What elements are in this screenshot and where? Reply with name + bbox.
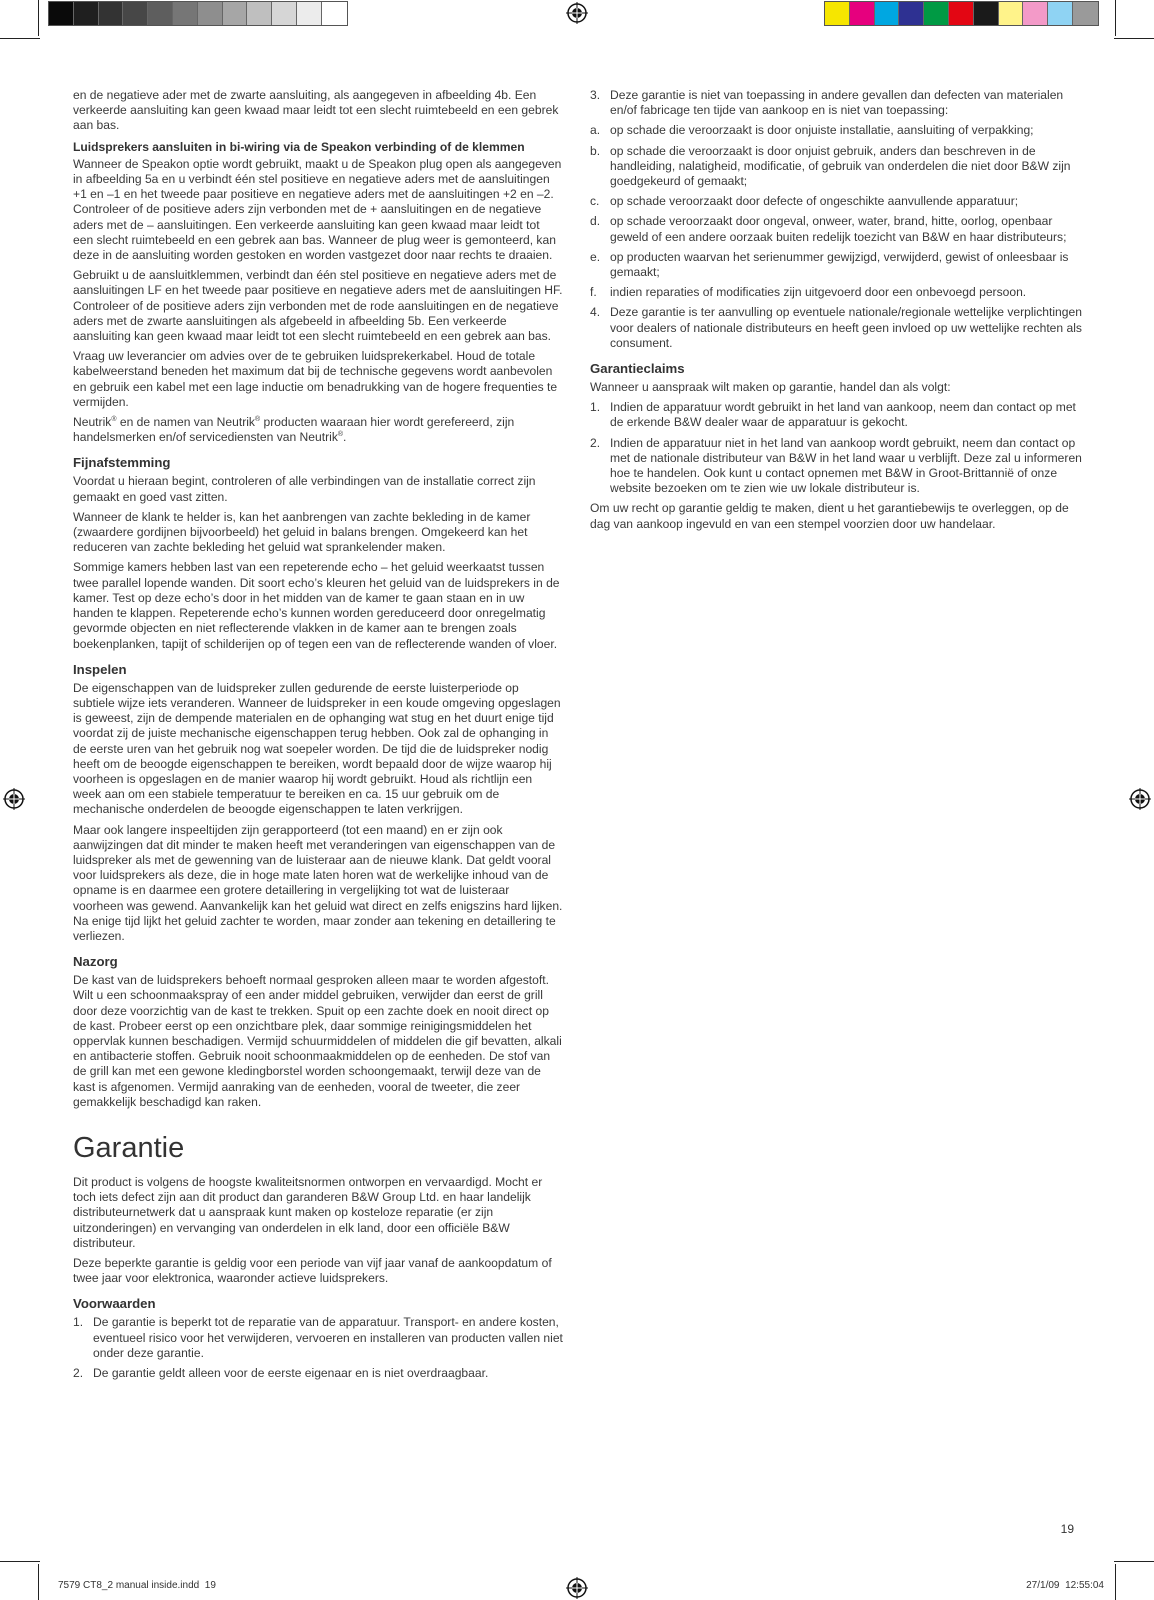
crop-mark (1115, 0, 1116, 36)
crop-mark (1114, 38, 1154, 39)
paragraph: Om uw recht op garantie geldig te maken, dient u het garantiebewijs te overleggen, op de dag van aankoop ingevuld en van een stempel voorzien door uw handelaar. (590, 501, 1069, 531)
list-item: 1. De garantie is beperkt tot de reparatie van de apparatuur. Transport- en andere kosten, eventueel risico voor het verwijderen, vervoeren en installeren van producten vallen niet onder deze garantie. (73, 1315, 563, 1360)
color-swatch (123, 2, 148, 25)
list-item: 1. Indien de apparatuur wordt gebruikt in het land van aankoop, neem dan contact op met de erkende B&W dealer waar de apparatuur is gekocht. (590, 400, 1076, 430)
color-swatch (173, 2, 198, 25)
color-swatch (1023, 2, 1048, 25)
list-item: a. op schade die veroorzaakt is door onjuiste installatie, aansluiting of verpakking; (590, 123, 1034, 138)
process-color-bar (824, 1, 1099, 26)
color-swatch (99, 2, 124, 25)
color-swatch (974, 2, 999, 25)
paragraph: Wanneer u aanspraak wilt maken op garantie, handel dan als volgt: (590, 380, 951, 395)
section-heading-voorwaarden: Voorwaarden (73, 1296, 156, 1312)
section-heading-garantieclaims: Garantieclaims (590, 361, 685, 377)
paragraph: Wanneer de klank te helder is, kan het aanbrengen van zachte bekleding in de kamer (zwaardere gordijnen bijvoorbeeld) het geluid in balans brengen. Omgekeerd kan het reduceren van zachte bekleding het geluid wat sprankelender maken. (73, 509, 531, 555)
crop-mark (38, 0, 39, 36)
color-swatch (875, 2, 900, 25)
registration-mark-icon (3, 788, 25, 810)
section-heading-biwiring: Luidsprekers aansluiten in bi-wiring via de Speakon verbinding of de klemmen (73, 139, 525, 154)
color-swatch (297, 2, 322, 25)
paragraph: Maar ook langere inspeeltijden zijn gerapporteerd (tot een maand) en er zijn ook aanwijzingen dat dit minder te maken heeft met veranderingen van eigenschappen van de luidspreker als met de gewenning van de luisteraar aan de nieuwe klank. Dat geldt vooral voor luidsprekers als deze, die in hoge mate laten horen wat de werkelijke inhoud van de opname is en daarmee een grotere detaillering in vergelijking tot wat de luisteraar voorheen was gewend. Aanvankelijk kan het geluid wat direct en zelfs enigszins hard lijken. Na enige tijd lijkt het geluid zachter te worden, maar zonder aan tekening en detaillering te verliezen. (73, 822, 563, 943)
paragraph: Voordat u hieraan begint, controleren of alle verbindingen van de installatie correct zijn gemaakt en goed vast zitten. (73, 474, 536, 504)
section-heading-inspelen: Inspelen (73, 661, 127, 677)
list-item: 2. Indien de apparatuur niet in het land van aankoop wordt gebruikt, neem dan contact op met de nationale distributeur van B&W in het land waar u verblijft. Deze zal u informeren hoe te handelen. Ook kunt u contact opnemen met B&W in Groot-Brittannië of onze website bezoeken om te zien wie uw lokale distributeur is. (590, 435, 1082, 496)
color-swatch (49, 2, 74, 25)
list-item: 4. Deze garantie is ter aanvulling op eventuele nationale/regionale wettelijke verplichtingen voor dealers of nationale distributeurs en heeft geen invloed op uw wettelijke rechten als consument. (590, 305, 1082, 350)
color-swatch (1048, 2, 1073, 25)
color-swatch (825, 2, 850, 25)
list-item: b. op schade die veroorzaakt is door onjuist gebruik, anders dan beschreven in de handleiding, nalatigheid, modificatie, of gebruik van onderdelen die niet door B&W zijn goedgekeurd of gemaakt; (590, 143, 1071, 189)
page-number: 19 (1060, 1522, 1074, 1536)
color-swatch (148, 2, 173, 25)
section-heading-nazorg: Nazorg (73, 954, 118, 970)
list-item: 2. De garantie geldt alleen voor de eerste eigenaar en is niet overdraagbaar. (73, 1366, 489, 1381)
color-swatch (272, 2, 297, 25)
color-swatch (899, 2, 924, 25)
color-swatch (74, 2, 99, 25)
slug-timestamp (1026, 1580, 1104, 1591)
section-heading-fijnafstemming: Fijnafstemming (73, 455, 171, 471)
list-item: e. op producten waarvan het serienummer gewijzigd, verwijderd, gewist of onleesbaar is gemaakt; (590, 249, 1069, 280)
crop-mark (0, 1561, 40, 1562)
slug-file-info (58, 1580, 216, 1591)
crop-mark (0, 38, 40, 39)
color-swatch (223, 2, 248, 25)
registration-mark-icon (566, 2, 588, 24)
slug-file-page: 19 (204, 1580, 216, 1591)
grayscale-color-bar (48, 1, 348, 26)
slug-time: 12:55:04 (1065, 1580, 1104, 1591)
color-swatch (198, 2, 223, 25)
paragraph: Vraag uw leverancier om advies over de te gebruiken luidsprekerkabel. Houd de totale kabelweerstand beneden het maximum dat bij de technische gegevens wordt aanbevolen en gebruik een kabel met een lage inductie om benadrukking van de hogere frequenties te vermijden. (73, 349, 558, 409)
paragraph: De kast van de luidsprekers behoeft normaal gesproken alleen maar te worden afgestoft. Wilt u een schoonmaakspray of een ander middel gebruiken, verwijder dan eerst de grill door deze voorzichtig van de kast te trekken. Spuit op een zachte doek en nooit direct op de kast. Probeer eerst op een onzichtbare plek, daar sommige reinigingsmiddelen het oppervlak kunnen beschadigen. Vermijd schuurmiddelen of middelen die gif bevatten, alkali en antibacterie stoffen. Gebruik nooit schoonmaakmiddelen op de eenheden. De stof van de grill kan met een gewone kledingborstel worden schoongemaakt, terwijl deze van de kast is afgenomen. Vermijd aanraking van de eenheden, vooral de tweeter, die zeer gemakkelijk beschadigd kan raken. (73, 973, 562, 1109)
color-swatch (1073, 2, 1098, 25)
list-item: c. op schade veroorzaakt door defecte of ongeschikte aanvullende apparatuur; (590, 194, 1019, 209)
color-swatch (999, 2, 1024, 25)
color-swatch (850, 2, 875, 25)
paragraph: Gebruikt u de aansluitklemmen, verbindt dan één stel positieve en negatieve aders met de aansluitingen LF en het tweede paar positieve en negatieve aders met de aansluitingen HF. Controleer of de positieve aders zijn verbonden met de rode aansluitingen en de negatieve aders met de zwarte aansluitingen als afgebeeld in afbeelding 5b. Een verkeerde aansluiting kan geen kwaad maar leidt tot een slecht ruimtebeeld en een gebrek aan bas. (73, 268, 563, 344)
registration-mark-icon (566, 1577, 588, 1599)
paragraph: Dit product is volgens de hoogste kwaliteitsnormen ontworpen en vervaardigd. Mocht er toch iets defect zijn aan dit product dan garanderen B&W Group Ltd. en haar landelijk distributeurnetwerk dat u aanspraak kunt maken op kosteloze reparatie (er zijn uitzonderingen) en vervanging van onderdelen in elk land, door een officiële B&W distributeur. (73, 1174, 543, 1250)
slug-file-name: 7579 CT8_2 manual inside.indd (58, 1580, 200, 1591)
list-item: 3. Deze garantie is niet van toepassing in andere gevallen dan defecten van materialen en/of fabricage ten tijde van aankoop en is niet van toepassing: (590, 88, 1064, 118)
paragraph: en de negatieve ader met de zwarte aansluiting, als aangegeven in afbeelding 4b. Een verkeerde aansluiting kan geen kwaad maar leidt tot een slecht ruimtebeeld en een gebrek aan bas. (73, 88, 559, 133)
color-swatch (322, 2, 347, 25)
crop-mark (1114, 1561, 1154, 1562)
chapter-title-garantie: Garantie (73, 1131, 185, 1164)
color-swatch (949, 2, 974, 25)
left-column (73, 88, 563, 1386)
right-column (590, 88, 1087, 537)
crop-mark (1115, 1564, 1116, 1600)
list-item: d. op schade veroorzaakt door ongeval, onweer, water, brand, hitte, oorlog, openbaar geweld of een andere oorzaak buiten redelijk toezicht van B&W en haar distributeurs; (590, 214, 1067, 244)
paragraph: Wanneer de Speakon optie wordt gebruikt, maakt u de Speakon plug open als aangegeven in afbeelding 5a en u verbindt één stel positieve en negatieve aders met de aansluitingen +1 en –1 en het tweede paar positieve en negatieve aders met de aansluitingen +2 en –2. Controleer of de positieve aders zijn verbonden met de + aansluitingen en de negatieve aders met de – aansluitingen. Een verkeerde aansluiting kan geen kwaad maar leidt tot een slecht ruimtebeeld en een gebrek aan bas. Wanneer de plug weer is gemonteerd, kan deze in de aansluiting worden gestoken en worden vastgezet door naar rechts te draaien. (73, 156, 562, 263)
registration-mark-icon (1129, 788, 1151, 810)
crop-mark (38, 1564, 39, 1600)
paragraph: De eigenschappen van de luidspreker zullen gedurende de eerste luisterperiode op subtiele wijze iets veranderen. Wanneer de luidspreker in een koude omgeving opgeslagen is geweest, zijn de dempende materialen en de ophanging wat stug en het duurt enige tijd voordat zij de juiste mechanische eigenschappen terug hebben. Ook zal de ophanging in de eerste uren van het gebruik nog wat soepeler worden. De tijd die de luidspreker nodig heeft om de beoogde eigenschappen te bereiken, wordt bepaald door de wijze waarop hij voorheen is opgeslagen en de manier waarop hij wordt gebruikt. Houd als richtlijn een week aan om een stabiele temperatuur te bereiken en ca. 15 uur gebruik om de mechanische onderdelen de beoogde eigenschappen te laten verkrijgen. (73, 680, 561, 817)
color-swatch (247, 2, 272, 25)
paragraph: Deze beperkte garantie is geldig voor een periode van vijf jaar vanaf de aankoopdatum of twee jaar voor elektronica, waaronder actieve luidsprekers. (73, 1256, 552, 1286)
neutrik-trademark-note: Neutrik® en de namen van Neutrik® producten waaraan hier wordt gerefereerd, zijn handelsmerken en/of servicediensten van Neutrik®. (73, 415, 515, 445)
slug-date: 27/1/09 (1026, 1580, 1060, 1591)
color-swatch (924, 2, 949, 25)
list-item: f. indien reparaties of modificaties zijn uitgevoerd door een onbevoegd persoon. (590, 285, 1027, 300)
paragraph: Sommige kamers hebben last van een repeterende echo – het geluid weerkaatst tussen twee parallel lopende wanden. Dit soort echo’s kleuren het geluid van de luidsprekers in de kamer. Test op deze echo’s door in het midden van de kamer te gaan staan en in uw handen te klappen. Repeterende echo’s kunnen worden gereduceerd door onregelmatig gevormde objecten en niet reflecterende vlakken in de kamer aan te brengen zoals boekenplanken, tapijt of schilderijen op of tegen een van de reflecterende wanden of vloer. (73, 560, 560, 651)
